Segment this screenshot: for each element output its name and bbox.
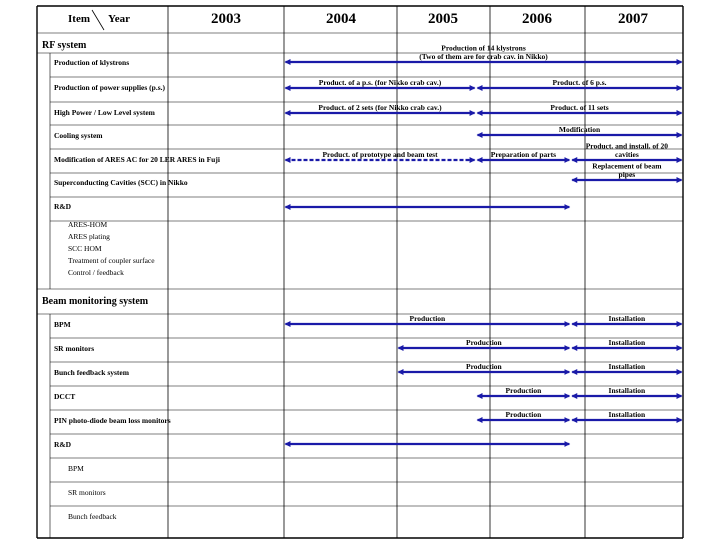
bar-label: Product. and install. of 20 [585, 141, 669, 151]
table-header [68, 10, 649, 30]
year-2006: 2006 [522, 11, 552, 27]
sub-item-bpm: BPM [68, 464, 84, 473]
row-label-ares-ac: Modification of ARES AC for 20 LER ARES in Fuji [54, 155, 220, 164]
bar-label: Installation [608, 314, 646, 323]
year-2003: 2003 [211, 11, 241, 27]
bar-label: Production [505, 410, 542, 419]
bar-label: Replacement of beam [592, 161, 662, 171]
year-2005: 2005 [428, 11, 458, 27]
year-2004: 2004 [326, 11, 356, 27]
bar-label: Installation [608, 362, 646, 371]
bar-label: cavities [615, 150, 639, 159]
bar-label: Preparation of parts [490, 150, 557, 159]
row-label-rf-rd: R&D [54, 202, 72, 211]
row-label-klystrons: Production of klystrons [54, 58, 130, 67]
sub-item-control-feedback: Control / feedback [68, 268, 124, 277]
bar-label: Installation [608, 410, 646, 419]
schedule-bars [286, 44, 682, 445]
bar-label: Product. of 2 sets (for Nikko crab cav.) [318, 103, 442, 112]
rf-system-section [42, 40, 220, 277]
bar-label: Product. of prototype and beam test [322, 150, 438, 159]
row-label-sr-monitors: SR monitors [54, 344, 95, 353]
header-diagonal [92, 10, 104, 30]
bar-label: pipes [618, 170, 636, 179]
row-label-bunch-feedback-system: Bunch feedback system [54, 368, 130, 377]
year-header-label: Year [108, 13, 130, 25]
row-label-bm-rd: R&D [54, 440, 72, 449]
row-label-scc-nikko: Superconducting Cavities (SCC) in Nikko [54, 178, 188, 187]
bar-label: Product. of 6 p.s. [552, 78, 607, 87]
bar-label: Modification [558, 125, 601, 134]
row-label-cooling-system: Cooling system [54, 131, 103, 140]
item-header-label: Item [68, 13, 90, 25]
sub-item-ares-hom: ARES-HOM [68, 220, 108, 229]
bar-label: Production [409, 314, 446, 323]
section-title-beam-monitoring: Beam monitoring system [42, 296, 149, 307]
bar-label: Production [466, 362, 502, 371]
sub-item-scc-hom: SCC HOM [68, 244, 102, 253]
bar-label: (Two of them are for crab cav. in Nikko) [419, 52, 548, 61]
bar-label: Installation [608, 338, 646, 347]
bar-label: Installation [608, 386, 646, 395]
bar-label: Production of 14 klystrons [441, 43, 526, 53]
row-label-pin-beam-loss: PIN photo-diode beam loss monitors [54, 416, 171, 425]
section-title-rf-system: RF system [42, 40, 87, 51]
beam-monitoring-section [42, 296, 171, 521]
sub-item-ares-plating: ARES plating [68, 232, 110, 241]
sub-item-bunch-feedback: Bunch feedback [68, 512, 117, 521]
bar-label: Product. of 11 sets [550, 103, 609, 112]
sub-item-coupler-surface: Treatment of coupler surface [68, 256, 155, 265]
sub-item-sr-monitors: SR monitors [68, 488, 106, 497]
bar-label: Product. of a p.s. (for Nikko crab cav.) [318, 78, 442, 87]
row-label-bpm: BPM [54, 320, 71, 329]
row-label-hp-ll-system: High Power / Low Level system [54, 108, 155, 117]
bar-label: Production [466, 338, 502, 347]
row-label-power-supplies: Production of power supplies (p.s.) [54, 83, 165, 92]
row-label-dcct: DCCT [54, 392, 76, 401]
year-2007: 2007 [618, 11, 648, 27]
bar-label: Production [505, 386, 542, 395]
